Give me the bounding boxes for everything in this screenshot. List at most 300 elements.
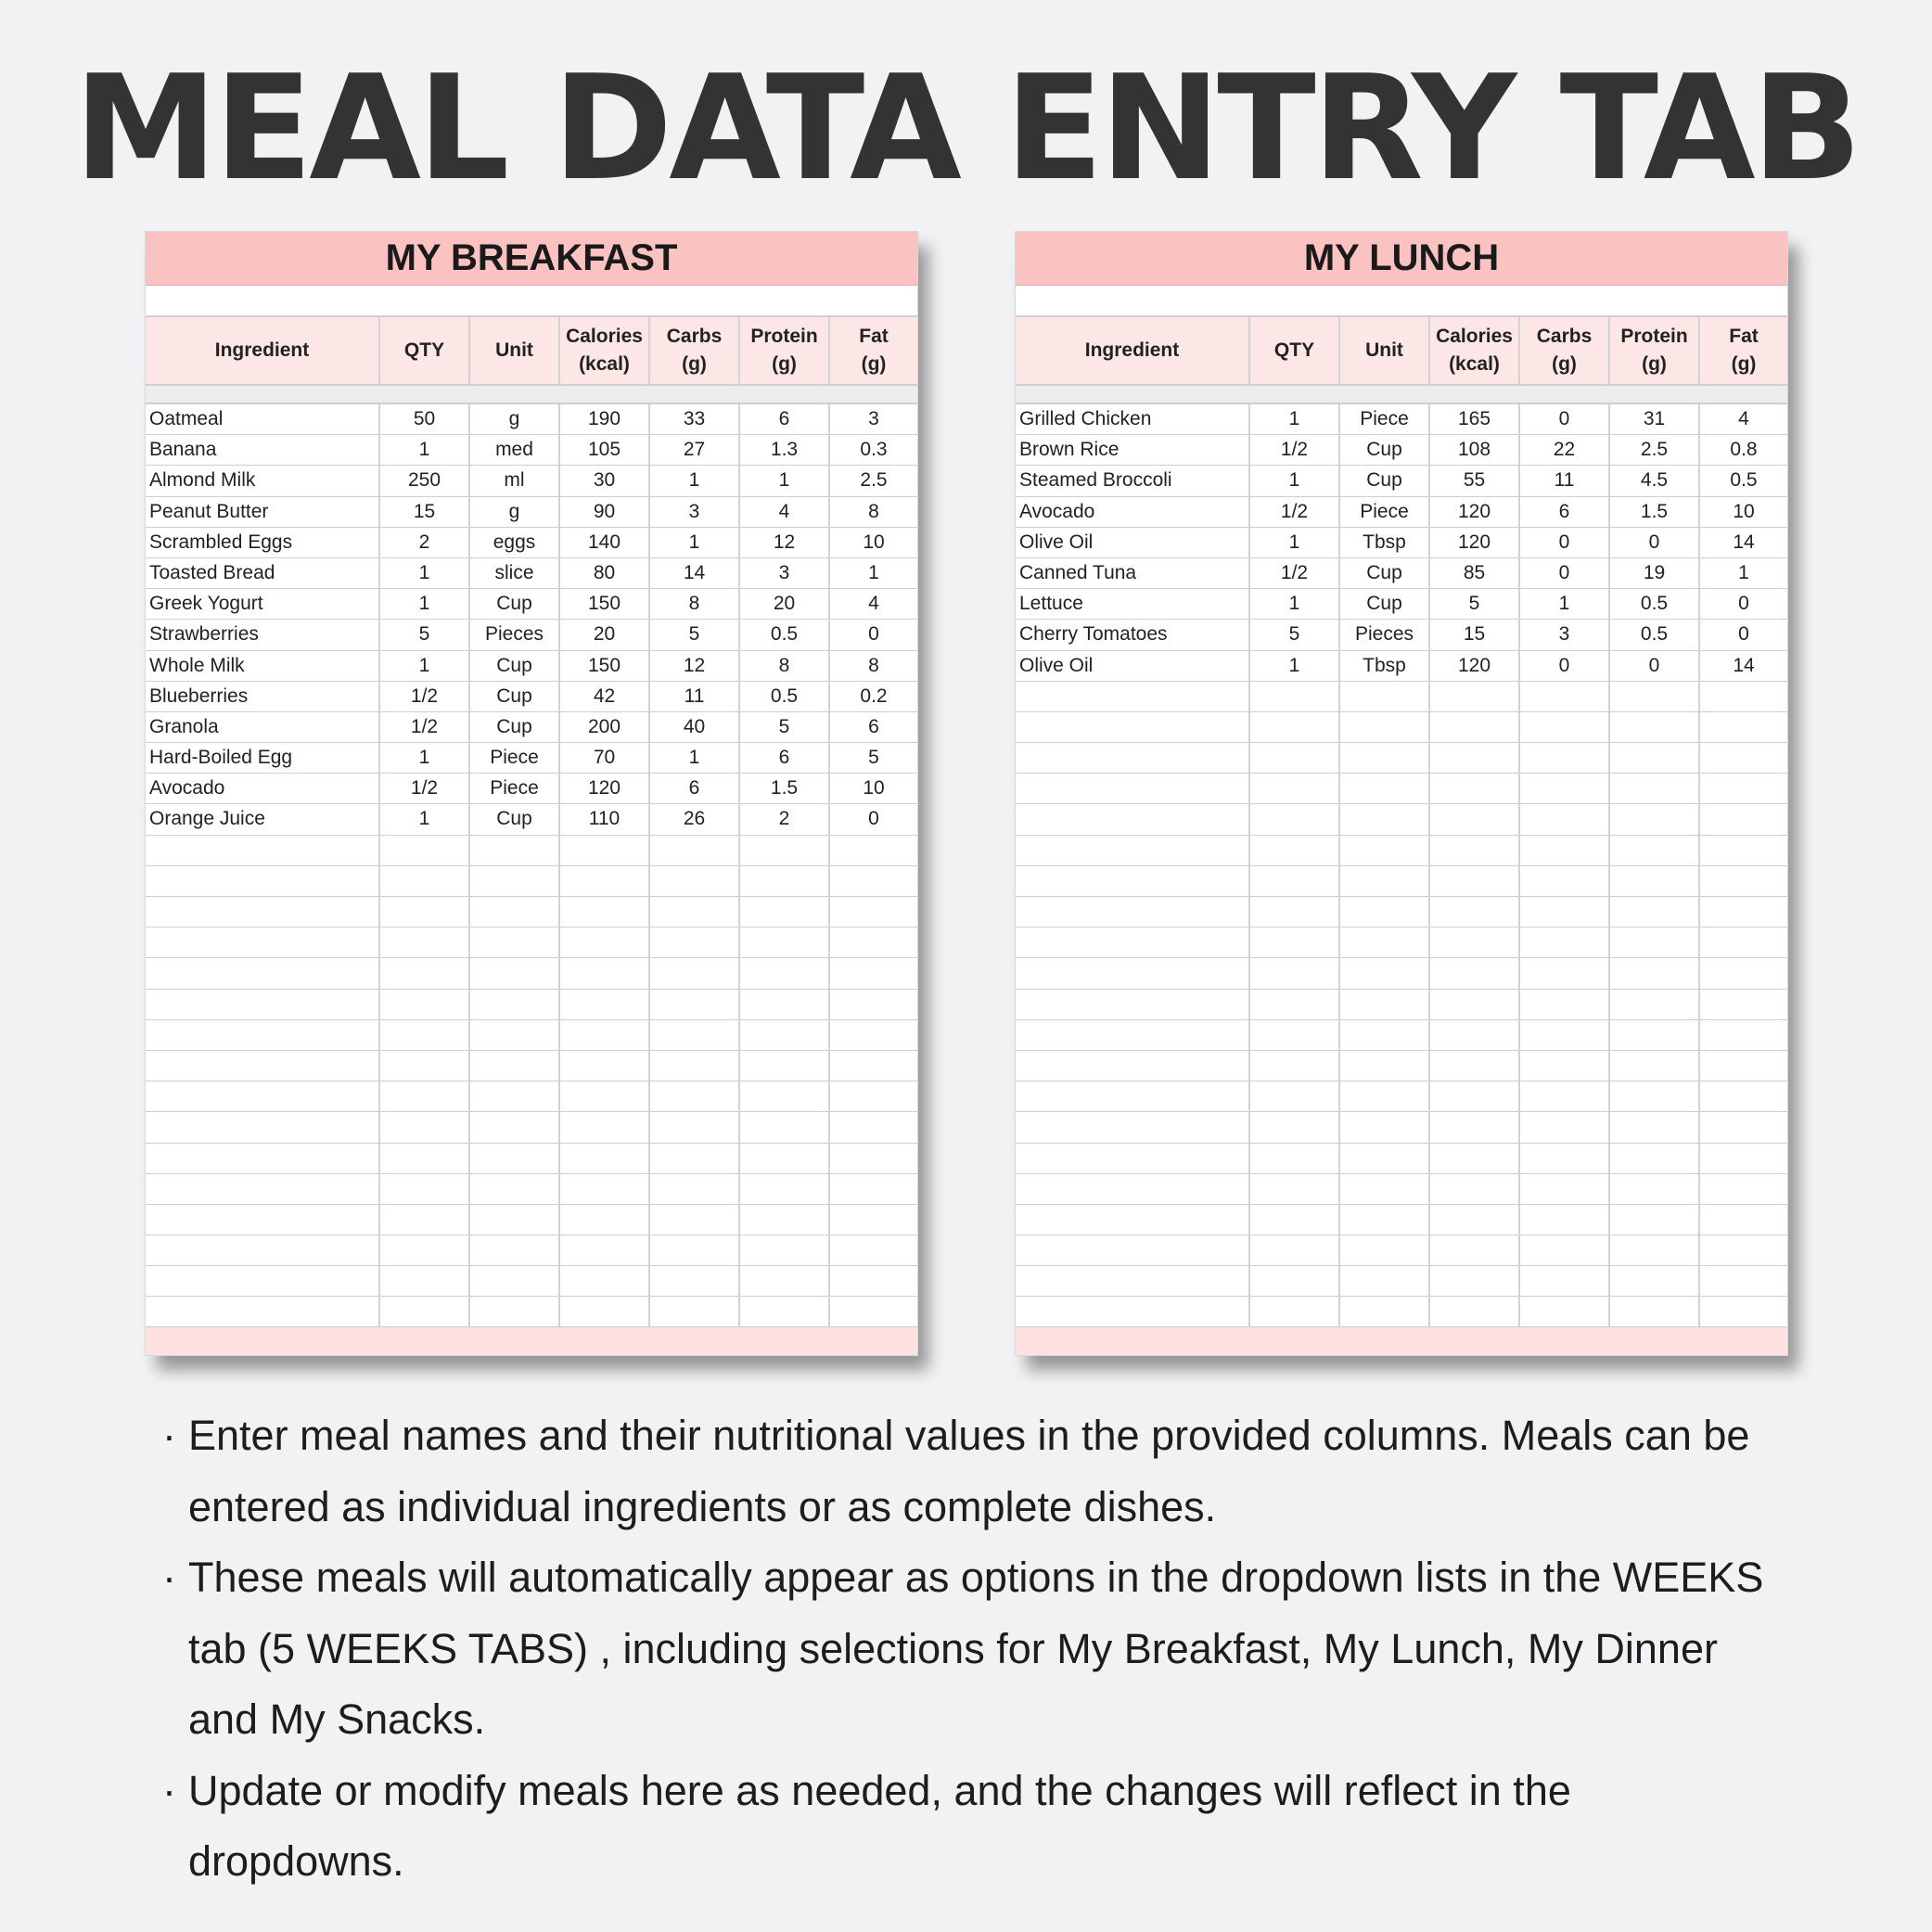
cell-fat[interactable]: 1 (1738, 561, 1749, 583)
cell-ingredient[interactable] (1016, 1235, 1250, 1265)
cell-protein[interactable] (1610, 804, 1700, 834)
cell-qty[interactable]: 1 (1250, 404, 1340, 434)
cell-protein[interactable] (1610, 1174, 1700, 1204)
cell-calories[interactable]: 165 (1430, 404, 1520, 434)
cell-unit[interactable] (1340, 990, 1430, 1019)
cell-unit[interactable]: Piece (470, 743, 560, 773)
cell-qty[interactable] (380, 1051, 470, 1081)
cell-protein[interactable]: 0.5 (740, 620, 830, 649)
cell-ingredient[interactable] (1016, 990, 1250, 1019)
cell-calories[interactable] (560, 990, 650, 1019)
cell-protein[interactable]: 6 (740, 404, 830, 434)
cell-ingredient[interactable]: Scrambled Eggs (146, 528, 380, 557)
cell-qty[interactable] (1250, 1205, 1340, 1235)
cell-protein[interactable] (1610, 958, 1700, 988)
cell-carbs[interactable] (650, 1266, 740, 1296)
cell-qty[interactable]: 250 (380, 466, 470, 495)
cell-protein[interactable]: 3 (740, 558, 830, 588)
cell-calories[interactable]: 85 (1430, 558, 1520, 588)
cell-ingredient[interactable] (146, 897, 380, 927)
cell-ingredient[interactable] (146, 1174, 380, 1204)
cell-fat[interactable] (1700, 1144, 1787, 1173)
cell-qty[interactable] (380, 1235, 470, 1265)
cell-qty[interactable]: 1/2 (1250, 558, 1340, 588)
cell-unit[interactable] (470, 836, 560, 865)
cell-carbs[interactable] (1520, 1235, 1610, 1265)
cell-unit[interactable] (470, 1144, 560, 1173)
cell-calories[interactable] (1430, 682, 1520, 711)
cell-fat[interactable] (1700, 1174, 1787, 1204)
cell-qty[interactable] (1250, 1144, 1340, 1173)
cell-fat[interactable] (830, 1081, 917, 1111)
cell-protein[interactable] (740, 990, 830, 1019)
cell-qty[interactable]: 1/2 (1250, 435, 1340, 465)
cell-ingredient[interactable] (146, 990, 380, 1019)
cell-calories[interactable]: 190 (560, 404, 650, 434)
cell-carbs[interactable] (650, 866, 740, 896)
cell-unit[interactable] (1340, 1266, 1430, 1296)
cell-qty[interactable] (380, 866, 470, 896)
cell-ingredient[interactable] (1016, 1051, 1250, 1081)
cell-ingredient[interactable] (1016, 682, 1250, 711)
cell-qty[interactable]: 1 (1250, 651, 1340, 681)
cell-fat[interactable]: 14 (1733, 531, 1755, 553)
cell-carbs[interactable]: 8 (650, 589, 740, 619)
cell-calories[interactable] (1430, 1205, 1520, 1235)
cell-ingredient[interactable]: Olive Oil (1016, 528, 1250, 557)
cell-ingredient[interactable]: Oatmeal (146, 404, 380, 434)
cell-protein[interactable] (740, 1112, 830, 1142)
cell-protein[interactable] (1610, 1112, 1700, 1142)
cell-ingredient[interactable] (1016, 1144, 1250, 1173)
cell-qty[interactable] (380, 928, 470, 957)
cell-qty[interactable]: 1 (380, 589, 470, 619)
cell-protein[interactable]: 1.5 (740, 774, 830, 803)
cell-unit[interactable] (470, 1020, 560, 1050)
cell-qty[interactable] (380, 1144, 470, 1173)
cell-unit[interactable] (470, 1112, 560, 1142)
cell-carbs[interactable] (650, 1112, 740, 1142)
cell-fat[interactable]: 0 (1738, 593, 1749, 615)
cell-unit[interactable] (470, 1297, 560, 1326)
cell-unit[interactable]: Piece (1340, 497, 1430, 527)
cell-calories[interactable] (1430, 1081, 1520, 1111)
cell-ingredient[interactable] (146, 1081, 380, 1111)
cell-calories[interactable] (1430, 1020, 1520, 1050)
cell-qty[interactable]: 1 (1250, 528, 1340, 557)
cell-qty[interactable]: 1 (1250, 466, 1340, 495)
cell-protein[interactable]: 6 (740, 743, 830, 773)
cell-ingredient[interactable]: Strawberries (146, 620, 380, 649)
cell-fat[interactable] (830, 1174, 917, 1204)
cell-qty[interactable] (1250, 1020, 1340, 1050)
cell-qty[interactable] (1250, 836, 1340, 865)
cell-carbs[interactable]: 27 (650, 435, 740, 465)
cell-fat[interactable] (1700, 1020, 1787, 1050)
cell-calories[interactable] (560, 958, 650, 988)
cell-fat[interactable] (1700, 1235, 1787, 1265)
cell-ingredient[interactable]: Avocado (146, 774, 380, 803)
cell-fat[interactable] (830, 836, 917, 865)
cell-protein[interactable]: 1.5 (1610, 497, 1700, 527)
cell-ingredient[interactable] (1016, 958, 1250, 988)
cell-qty[interactable] (1250, 928, 1340, 957)
cell-protein[interactable] (740, 1235, 830, 1265)
cell-calories[interactable]: 90 (560, 497, 650, 527)
cell-unit[interactable] (1340, 1235, 1430, 1265)
cell-carbs[interactable]: 1 (650, 743, 740, 773)
cell-fat[interactable]: 10 (863, 531, 885, 553)
cell-qty[interactable]: 2 (380, 528, 470, 557)
cell-carbs[interactable] (1520, 1174, 1610, 1204)
cell-calories[interactable]: 110 (560, 804, 650, 834)
cell-carbs[interactable] (1520, 1020, 1610, 1050)
cell-unit[interactable] (1340, 1051, 1430, 1081)
cell-qty[interactable] (1250, 1051, 1340, 1081)
cell-calories[interactable]: 150 (560, 589, 650, 619)
cell-protein[interactable] (1610, 774, 1700, 803)
cell-unit[interactable] (470, 958, 560, 988)
cell-ingredient[interactable] (146, 836, 380, 865)
cell-calories[interactable]: 20 (560, 620, 650, 649)
cell-unit[interactable] (1340, 712, 1430, 742)
cell-ingredient[interactable]: Peanut Butter (146, 497, 380, 527)
cell-unit[interactable]: eggs (470, 528, 560, 557)
cell-calories[interactable] (560, 1081, 650, 1111)
cell-ingredient[interactable]: Steamed Broccoli (1016, 466, 1250, 495)
cell-carbs[interactable] (1520, 836, 1610, 865)
cell-fat[interactable] (1700, 836, 1787, 865)
cell-fat[interactable] (830, 928, 917, 957)
cell-calories[interactable]: 140 (560, 528, 650, 557)
cell-fat[interactable] (830, 866, 917, 896)
cell-protein[interactable]: 1.3 (740, 435, 830, 465)
cell-carbs[interactable]: 1 (650, 466, 740, 495)
cell-calories[interactable]: 105 (560, 435, 650, 465)
cell-qty[interactable] (380, 958, 470, 988)
cell-calories[interactable] (560, 836, 650, 865)
cell-ingredient[interactable] (1016, 1205, 1250, 1235)
cell-calories[interactable] (560, 1112, 650, 1142)
cell-calories[interactable] (1430, 804, 1520, 834)
cell-unit[interactable]: Tbsp (1340, 651, 1430, 681)
cell-ingredient[interactable] (146, 1205, 380, 1235)
cell-carbs[interactable]: 11 (650, 682, 740, 711)
cell-carbs[interactable] (650, 1144, 740, 1173)
cell-unit[interactable]: Cup (470, 589, 560, 619)
cell-calories[interactable] (560, 897, 650, 927)
cell-unit[interactable]: g (470, 497, 560, 527)
cell-protein[interactable] (1610, 1235, 1700, 1265)
cell-fat[interactable]: 3 (868, 408, 879, 429)
cell-unit[interactable] (1340, 866, 1430, 896)
cell-protein[interactable] (1610, 897, 1700, 927)
cell-protein[interactable] (1610, 712, 1700, 742)
cell-qty[interactable] (380, 1174, 470, 1204)
cell-fat[interactable]: 5 (868, 747, 879, 769)
cell-protein[interactable] (1610, 836, 1700, 865)
cell-qty[interactable] (380, 836, 470, 865)
cell-unit[interactable]: g (470, 404, 560, 434)
cell-qty[interactable] (1250, 1174, 1340, 1204)
cell-qty[interactable]: 1/2 (1250, 497, 1340, 527)
cell-qty[interactable]: 5 (380, 620, 470, 649)
cell-qty[interactable] (1250, 774, 1340, 803)
cell-fat[interactable] (1700, 1112, 1787, 1142)
cell-unit[interactable] (1340, 1174, 1430, 1204)
cell-carbs[interactable] (650, 1205, 740, 1235)
cell-protein[interactable]: 0.5 (740, 682, 830, 711)
cell-fat[interactable] (1700, 1266, 1787, 1296)
cell-qty[interactable] (1250, 958, 1340, 988)
cell-fat[interactable]: 10 (1733, 500, 1755, 522)
cell-unit[interactable] (1340, 1020, 1430, 1050)
cell-calories[interactable]: 5 (1430, 589, 1520, 619)
cell-qty[interactable]: 5 (1250, 620, 1340, 649)
cell-unit[interactable]: Cup (1340, 466, 1430, 495)
cell-fat[interactable] (830, 1297, 917, 1326)
cell-qty[interactable]: 1/2 (380, 712, 470, 742)
cell-ingredient[interactable] (1016, 866, 1250, 896)
cell-unit[interactable]: Piece (1340, 404, 1430, 434)
cell-carbs[interactable]: 33 (650, 404, 740, 434)
cell-protein[interactable]: 1 (740, 466, 830, 495)
cell-fat[interactable] (1700, 774, 1787, 803)
cell-unit[interactable] (470, 1051, 560, 1081)
cell-carbs[interactable]: 0 (1520, 558, 1610, 588)
cell-fat[interactable]: 0.8 (1730, 439, 1758, 461)
cell-unit[interactable] (470, 1081, 560, 1111)
cell-ingredient[interactable] (1016, 1174, 1250, 1204)
cell-qty[interactable] (1250, 990, 1340, 1019)
cell-ingredient[interactable] (146, 1112, 380, 1142)
cell-calories[interactable] (1430, 958, 1520, 988)
cell-protein[interactable] (1610, 1144, 1700, 1173)
cell-fat[interactable]: 8 (868, 654, 879, 676)
cell-ingredient[interactable]: Granola (146, 712, 380, 742)
cell-qty[interactable] (1250, 682, 1340, 711)
cell-qty[interactable] (1250, 804, 1340, 834)
cell-protein[interactable]: 4 (740, 497, 830, 527)
cell-unit[interactable]: Tbsp (1340, 528, 1430, 557)
cell-ingredient[interactable]: Lettuce (1016, 589, 1250, 619)
cell-protein[interactable] (1610, 1297, 1700, 1326)
cell-protein[interactable] (740, 1144, 830, 1173)
cell-qty[interactable] (1250, 743, 1340, 773)
cell-ingredient[interactable]: Orange Juice (146, 804, 380, 834)
cell-carbs[interactable] (1520, 712, 1610, 742)
cell-ingredient[interactable] (146, 1144, 380, 1173)
cell-protein[interactable] (740, 928, 830, 957)
cell-fat[interactable]: 2.5 (860, 469, 888, 492)
cell-calories[interactable] (560, 1020, 650, 1050)
cell-unit[interactable]: Piece (470, 774, 560, 803)
cell-protein[interactable] (1610, 1205, 1700, 1235)
cell-qty[interactable]: 1 (380, 558, 470, 588)
cell-calories[interactable] (1430, 897, 1520, 927)
cell-protein[interactable] (1610, 1081, 1700, 1111)
cell-calories[interactable]: 80 (560, 558, 650, 588)
cell-carbs[interactable] (650, 958, 740, 988)
cell-ingredient[interactable] (1016, 774, 1250, 803)
cell-protein[interactable]: 0.5 (1610, 620, 1700, 649)
cell-qty[interactable] (380, 1297, 470, 1326)
cell-calories[interactable] (560, 1297, 650, 1326)
cell-carbs[interactable]: 5 (650, 620, 740, 649)
cell-ingredient[interactable]: Banana (146, 435, 380, 465)
cell-qty[interactable]: 1/2 (380, 774, 470, 803)
cell-unit[interactable] (1340, 1081, 1430, 1111)
cell-ingredient[interactable]: Cherry Tomatoes (1016, 620, 1250, 649)
cell-qty[interactable] (1250, 1081, 1340, 1111)
cell-fat[interactable] (1700, 990, 1787, 1019)
cell-carbs[interactable] (650, 1081, 740, 1111)
cell-calories[interactable]: 150 (560, 651, 650, 681)
cell-qty[interactable] (1250, 897, 1340, 927)
cell-carbs[interactable] (650, 1297, 740, 1326)
cell-carbs[interactable] (650, 928, 740, 957)
cell-calories[interactable] (560, 1144, 650, 1173)
cell-unit[interactable]: Cup (1340, 558, 1430, 588)
cell-fat[interactable] (830, 1205, 917, 1235)
cell-ingredient[interactable]: Almond Milk (146, 466, 380, 495)
cell-fat[interactable] (1700, 1205, 1787, 1235)
cell-calories[interactable]: 42 (560, 682, 650, 711)
cell-ingredient[interactable]: Grilled Chicken (1016, 404, 1250, 434)
cell-qty[interactable]: 1 (380, 743, 470, 773)
cell-calories[interactable] (560, 1174, 650, 1204)
cell-unit[interactable] (1340, 1112, 1430, 1142)
cell-protein[interactable] (740, 836, 830, 865)
cell-qty[interactable]: 1 (380, 804, 470, 834)
cell-ingredient[interactable]: Brown Rice (1016, 435, 1250, 465)
cell-unit[interactable]: Pieces (1340, 620, 1430, 649)
cell-qty[interactable]: 1 (380, 435, 470, 465)
cell-carbs[interactable]: 26 (650, 804, 740, 834)
cell-calories[interactable] (1430, 712, 1520, 742)
cell-unit[interactable] (1340, 774, 1430, 803)
cell-calories[interactable]: 70 (560, 743, 650, 773)
cell-protein[interactable]: 31 (1610, 404, 1700, 434)
cell-unit[interactable] (1340, 1144, 1430, 1173)
cell-qty[interactable] (380, 897, 470, 927)
cell-protein[interactable] (740, 1205, 830, 1235)
cell-qty[interactable] (1250, 866, 1340, 896)
cell-unit[interactable] (1340, 836, 1430, 865)
cell-protein[interactable] (740, 1297, 830, 1326)
cell-fat[interactable]: 4 (868, 593, 879, 615)
cell-carbs[interactable] (1520, 866, 1610, 896)
cell-qty[interactable]: 1/2 (380, 682, 470, 711)
cell-calories[interactable] (1430, 1297, 1520, 1326)
cell-calories[interactable] (1430, 866, 1520, 896)
cell-fat[interactable]: 0.2 (860, 685, 888, 707)
cell-unit[interactable]: Pieces (470, 620, 560, 649)
cell-carbs[interactable]: 1 (650, 528, 740, 557)
cell-ingredient[interactable]: Toasted Bread (146, 558, 380, 588)
cell-carbs[interactable]: 6 (1520, 497, 1610, 527)
cell-unit[interactable] (470, 990, 560, 1019)
cell-carbs[interactable] (650, 897, 740, 927)
cell-protein[interactable] (740, 1174, 830, 1204)
cell-qty[interactable] (380, 990, 470, 1019)
cell-calories[interactable] (560, 866, 650, 896)
cell-fat[interactable] (1700, 712, 1787, 742)
cell-calories[interactable] (1430, 774, 1520, 803)
cell-carbs[interactable] (650, 836, 740, 865)
cell-carbs[interactable] (1520, 1266, 1610, 1296)
cell-unit[interactable] (470, 897, 560, 927)
cell-ingredient[interactable] (1016, 897, 1250, 927)
cell-fat[interactable] (1700, 928, 1787, 957)
cell-ingredient[interactable]: Hard-Boiled Egg (146, 743, 380, 773)
cell-ingredient[interactable]: Whole Milk (146, 651, 380, 681)
cell-ingredient[interactable]: Avocado (1016, 497, 1250, 527)
cell-fat[interactable] (830, 1266, 917, 1296)
cell-protein[interactable] (1610, 1020, 1700, 1050)
cell-unit[interactable] (1340, 958, 1430, 988)
cell-carbs[interactable] (1520, 774, 1610, 803)
cell-ingredient[interactable] (146, 1297, 380, 1326)
cell-unit[interactable] (470, 1205, 560, 1235)
cell-unit[interactable]: Cup (1340, 435, 1430, 465)
cell-protein[interactable] (740, 958, 830, 988)
cell-carbs[interactable]: 11 (1520, 466, 1610, 495)
cell-unit[interactable]: Cup (470, 712, 560, 742)
cell-fat[interactable]: 0.3 (860, 439, 888, 461)
cell-carbs[interactable] (1520, 804, 1610, 834)
cell-unit[interactable] (470, 866, 560, 896)
cell-unit[interactable] (1340, 928, 1430, 957)
cell-protein[interactable] (740, 897, 830, 927)
cell-carbs[interactable] (650, 1051, 740, 1081)
cell-fat[interactable]: 8 (868, 500, 879, 522)
cell-calories[interactable] (1430, 990, 1520, 1019)
cell-qty[interactable] (380, 1266, 470, 1296)
cell-qty[interactable]: 1 (1250, 589, 1340, 619)
cell-protein[interactable] (1610, 682, 1700, 711)
cell-protein[interactable] (740, 866, 830, 896)
cell-qty[interactable]: 50 (380, 404, 470, 434)
cell-ingredient[interactable] (1016, 1020, 1250, 1050)
cell-fat[interactable]: 0 (1738, 623, 1749, 646)
cell-fat[interactable] (830, 1235, 917, 1265)
cell-ingredient[interactable] (146, 928, 380, 957)
cell-carbs[interactable]: 40 (650, 712, 740, 742)
cell-unit[interactable] (1340, 1297, 1430, 1326)
cell-carbs[interactable]: 0 (1520, 651, 1610, 681)
cell-unit[interactable] (1340, 897, 1430, 927)
cell-carbs[interactable] (1520, 682, 1610, 711)
cell-calories[interactable] (560, 1266, 650, 1296)
cell-qty[interactable]: 15 (380, 497, 470, 527)
cell-carbs[interactable] (650, 1020, 740, 1050)
cell-calories[interactable] (1430, 1174, 1520, 1204)
cell-carbs[interactable]: 12 (650, 651, 740, 681)
cell-calories[interactable]: 55 (1430, 466, 1520, 495)
cell-protein[interactable] (740, 1020, 830, 1050)
cell-ingredient[interactable] (146, 1051, 380, 1081)
cell-fat[interactable] (830, 1112, 917, 1142)
cell-fat[interactable] (1700, 1297, 1787, 1326)
cell-unit[interactable]: Cup (470, 651, 560, 681)
cell-calories[interactable] (560, 1051, 650, 1081)
cell-calories[interactable] (1430, 743, 1520, 773)
cell-calories[interactable]: 30 (560, 466, 650, 495)
cell-fat[interactable]: 0 (868, 808, 879, 830)
cell-carbs[interactable] (1520, 1205, 1610, 1235)
cell-carbs[interactable] (1520, 928, 1610, 957)
